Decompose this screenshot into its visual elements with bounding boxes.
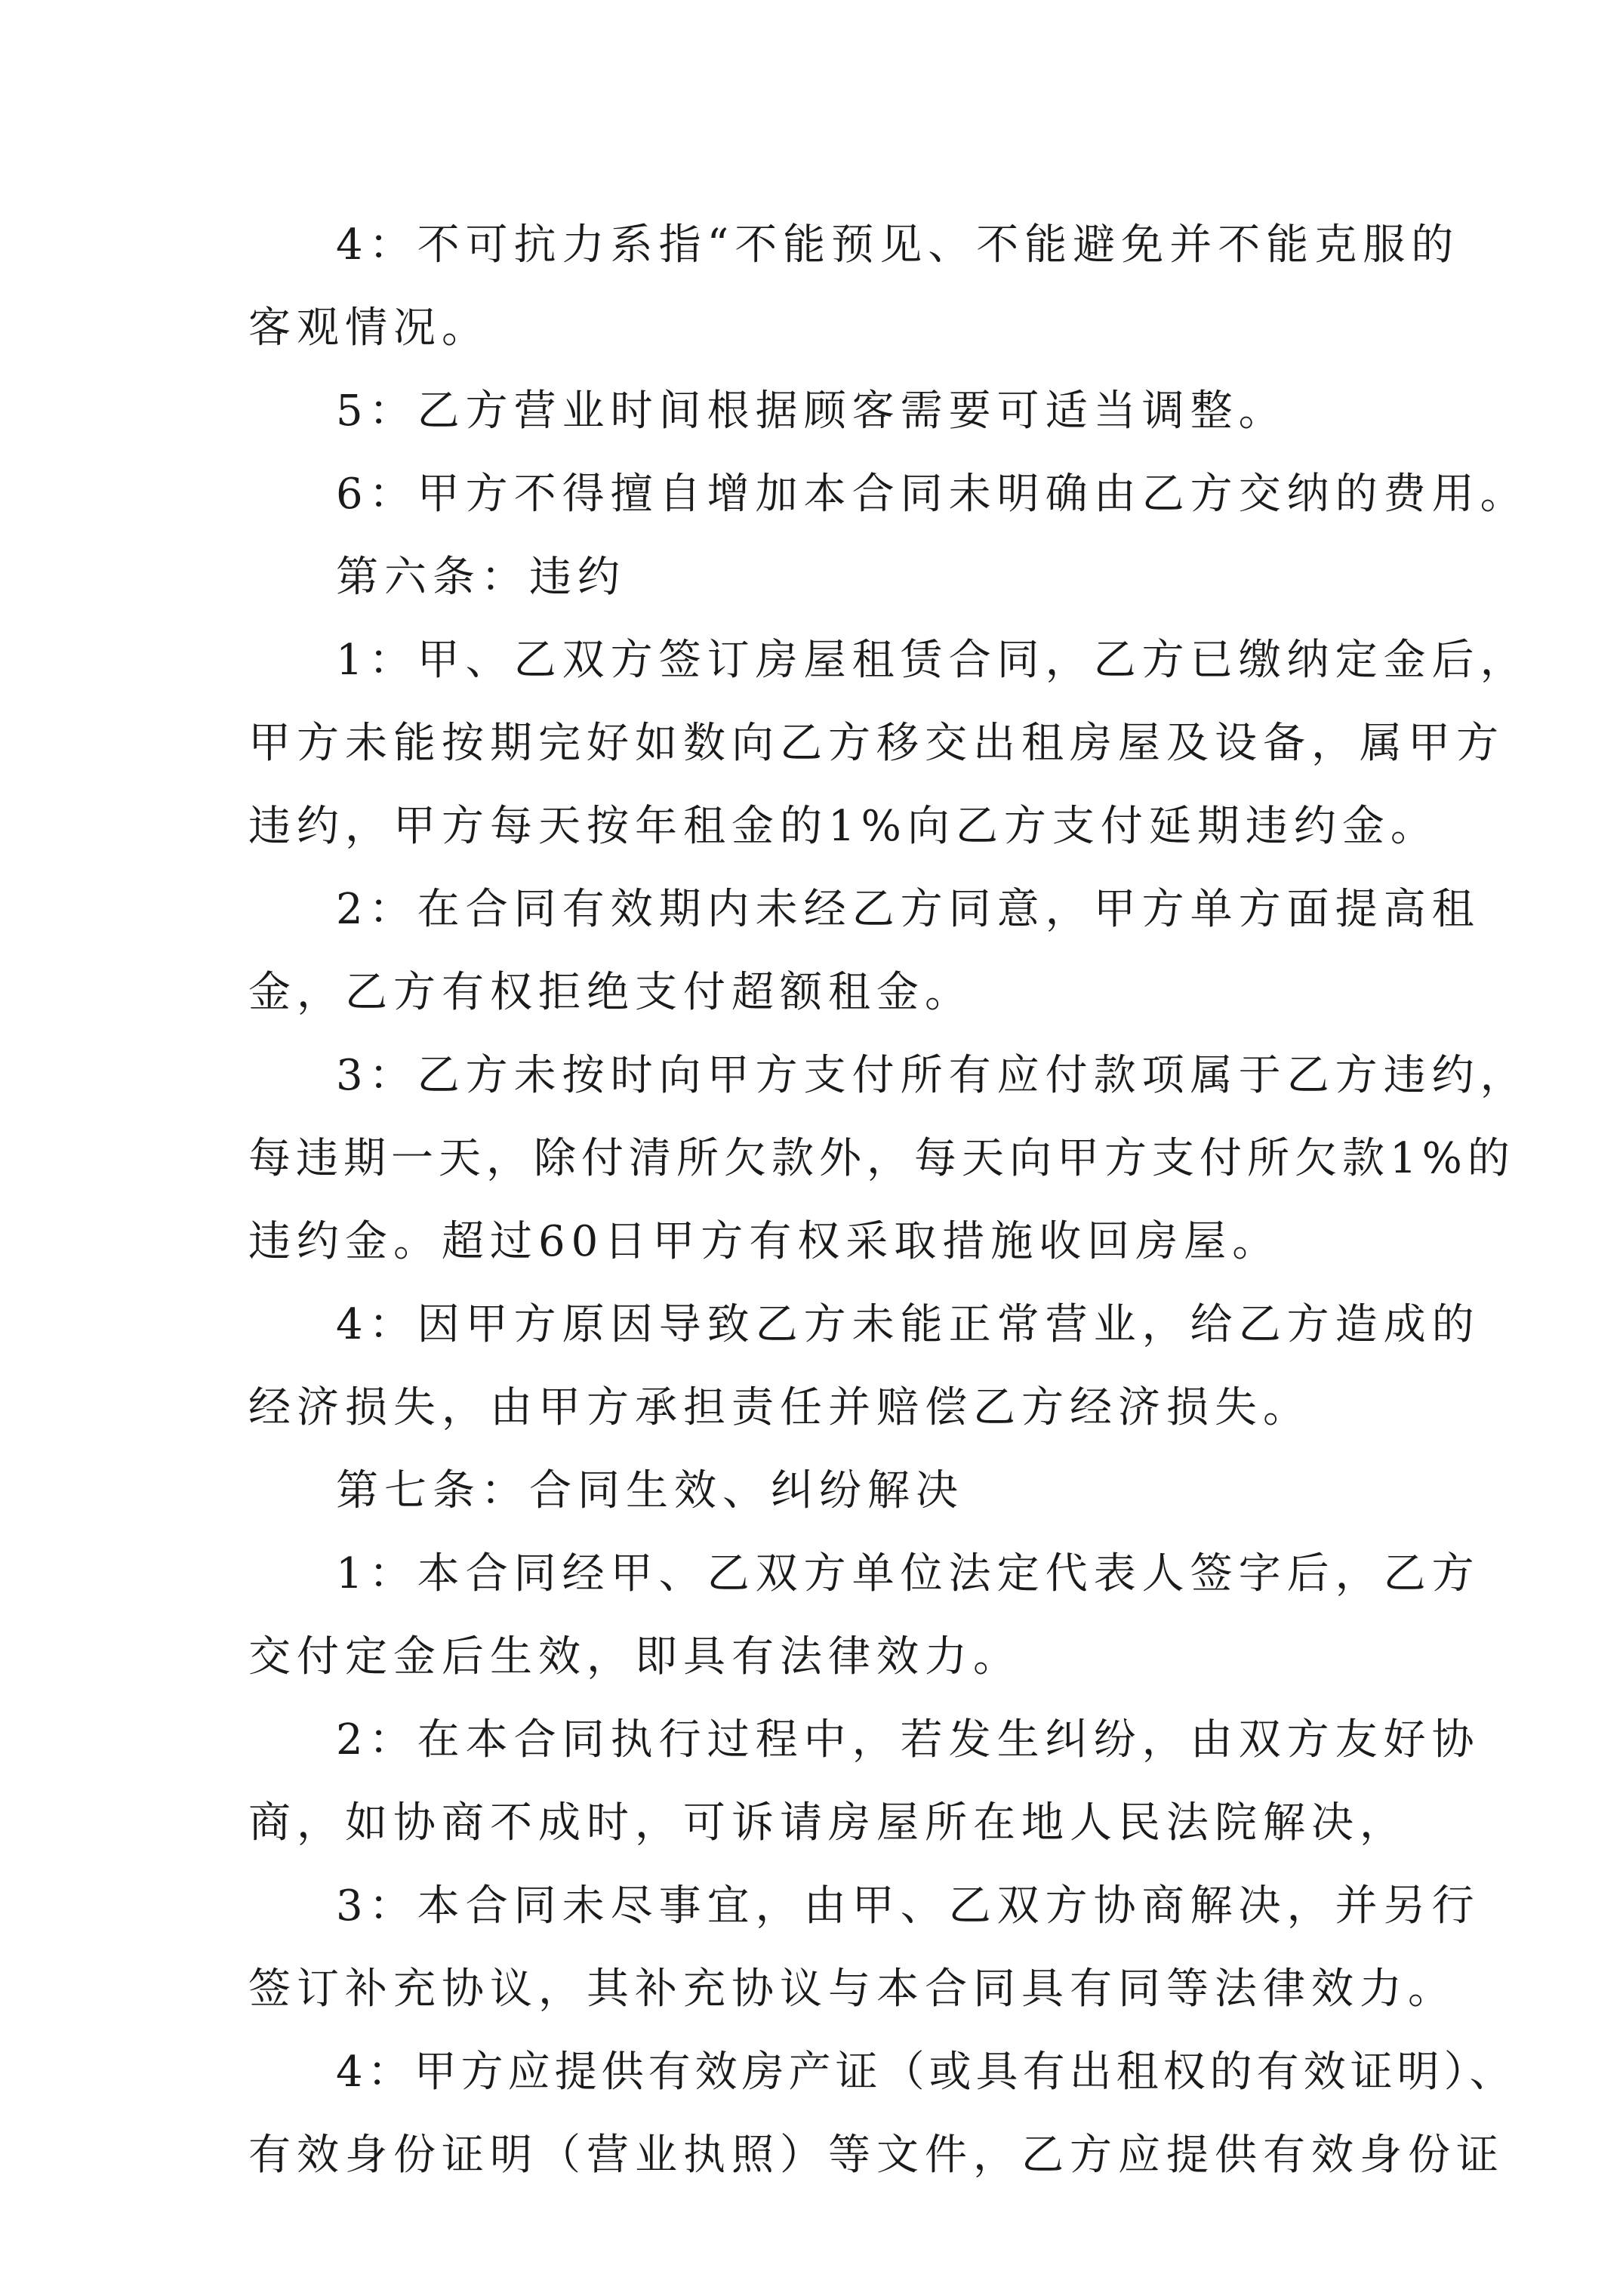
text-line: 违约金。超过60日甲方有权采取措施收回房屋。 bbox=[248, 1217, 1281, 1266]
text-line: 签订补充协议，其补充协议与本合同具有同等法律效力。 bbox=[248, 1965, 1456, 2014]
text-line: 甲方未能按期完好如数向乙方移交出租房屋及设备，属甲方 bbox=[248, 719, 1504, 768]
text-line: 交付定金后生效，即具有法律效力。 bbox=[248, 1632, 1021, 1681]
text-line: 3：本合同未尽事宜，由甲、乙双方协商解决，并另行 bbox=[336, 1881, 1480, 1931]
text-line: 4：不可抗力系指“不能预见、不能避免并不能克服的 bbox=[336, 220, 1460, 270]
text-line: 5：乙方营业时间根据顾客需要可适当调整。 bbox=[336, 387, 1287, 436]
text-line: 经济损失，由甲方承担责任并赔偿乙方经济损失。 bbox=[248, 1383, 1311, 1432]
text-line: 1：本合同经甲、乙双方单位法定代表人签字后，乙方 bbox=[336, 1549, 1480, 1598]
text-line: 有效身份证明（营业执照）等文件，乙方应提供有效身份证 bbox=[248, 2131, 1504, 2180]
text-line: 商，如协商不成时，可诉请房屋所在地人民法院解决， bbox=[248, 1798, 1408, 1848]
text-line: 客观情况。 bbox=[248, 304, 490, 353]
text-line: 4：因甲方原因导致乙方未能正常营业，给乙方造成的 bbox=[336, 1300, 1480, 1349]
text-line: 违约，甲方每天按年租金的1%向乙方支付延期违约金。 bbox=[248, 802, 1439, 851]
text-line: 3：乙方未按时向甲方支付所有应付款项属于乙方违约， bbox=[336, 1051, 1529, 1100]
section-heading: 第六条：违约 bbox=[336, 553, 626, 602]
text-line: 金，乙方有权拒绝支付超额租金。 bbox=[248, 968, 973, 1017]
text-line: 4：甲方应提供有效房产证（或具有出租权的有效证明）、 bbox=[336, 2048, 1517, 2097]
section-heading: 第七条：合同生效、纠纷解决 bbox=[336, 1466, 964, 1515]
text-line: 6：甲方不得擅自增加本合同未明确由乙方交纳的费用。 bbox=[336, 470, 1529, 519]
text-line: 2：在合同有效期内未经乙方同意，甲方单方面提高租 bbox=[336, 885, 1480, 934]
text-line: 1：甲、乙双方签订房屋租赁合同，乙方已缴纳定金后， bbox=[336, 636, 1529, 685]
text-line: 2：在本合同执行过程中，若发生纠纷，由双方友好协 bbox=[336, 1715, 1480, 1764]
text-line: 每违期一天，除付清所欠款外，每天向甲方支付所欠款1%的 bbox=[248, 1134, 1515, 1183]
